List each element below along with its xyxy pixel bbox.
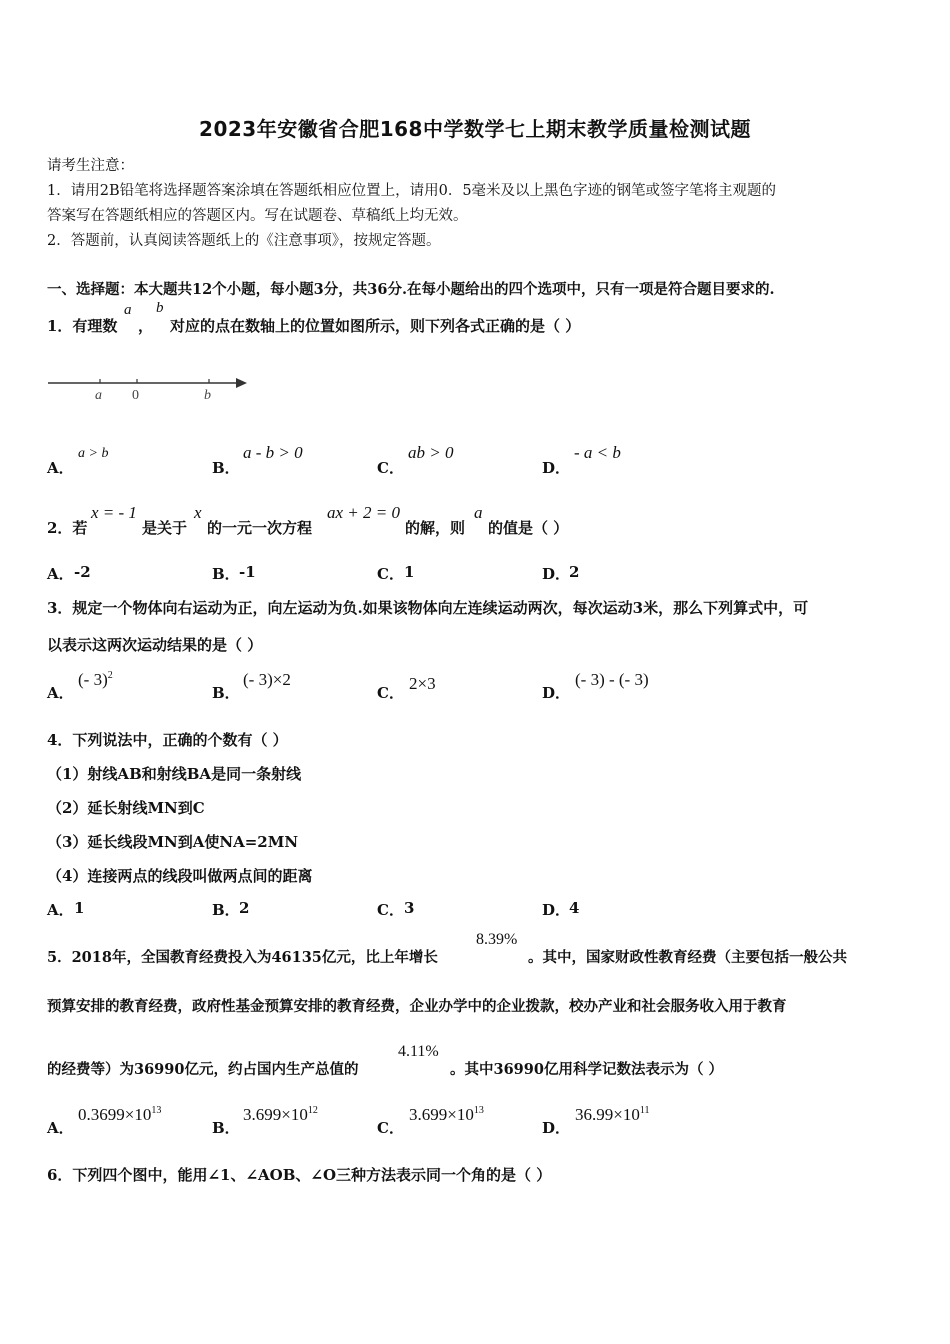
q1-var-b: b: [156, 300, 164, 316]
q4-option-d-label: D．: [542, 901, 571, 919]
q5-line-2: 预算安排的教育经费，政府性基金预算安排的教育经费，企业办学中的企业拨款，校办产业和社会服务收入用于教育: [47, 998, 787, 1015]
q2-math-2: x: [194, 503, 202, 522]
q3-option-a-exponent: 2: [107, 670, 113, 681]
axis-label-b: b: [204, 388, 211, 403]
notice-heading: 请考生注意：: [47, 158, 134, 174]
q2-option-c-value: 1: [404, 563, 415, 581]
q4-option-b-label: B．: [212, 901, 240, 919]
q5-option-d-expr: [575, 1105, 649, 1125]
q2-math-1: x = - 1: [91, 503, 137, 522]
q2-math-4: a: [474, 503, 483, 522]
q1-option-c-expr: ab > 0: [408, 443, 454, 462]
q1-option-d-expr: - a < b: [574, 443, 621, 462]
q5-option-a-exponent: 13: [151, 1105, 162, 1116]
q4-item-3: （3）延长线段MN到A使NA=2MN: [47, 833, 299, 851]
q3-option-a-label: A．: [47, 684, 74, 702]
q4-item-1: （1）射线AB和射线BA是同一条射线: [47, 765, 302, 783]
q1-option-d-label: D．: [542, 459, 571, 477]
q3-option-d-expr: (- 3) - (- 3): [575, 670, 649, 689]
axis-label-a: a: [95, 388, 102, 403]
q5-option-c-expr: [409, 1105, 484, 1125]
q1-text-end: 对应的点在数轴上的位置如图所示，则下列各式正确的是（ ）: [170, 317, 581, 335]
q3-line-2: 以表示这两次运动结果的是（ ）: [47, 636, 263, 654]
q5-line-3-start: 的经费等）为36990亿元，约占国内生产总值的: [47, 1061, 359, 1078]
q2-option-a-label: A．: [47, 565, 74, 583]
q2-option-d-value: 2: [569, 563, 580, 581]
q2-option-a-value: -2: [74, 563, 91, 581]
q3-option-c-expr: 2×3: [409, 674, 436, 693]
q5-option-c-label: C．: [377, 1119, 404, 1137]
q5-option-d-exponent: 11: [639, 1105, 650, 1116]
q5-line-1-end: 。其中，国家财政性教育经费（主要包括一般公共: [528, 949, 847, 966]
q5-line-1-start: 5．2018年，全国教育经费投入为46135亿元，比上年增长: [47, 949, 438, 966]
q3-option-d-label: D．: [542, 684, 571, 702]
q5-option-d-mantissa: 36.99×10: [575, 1105, 640, 1124]
q4-option-c-label: C．: [377, 901, 404, 919]
q4-stem: 4．下列说法中，正确的个数有（ ）: [47, 731, 288, 749]
q3-option-b-label: B．: [212, 684, 240, 702]
axis-label-0: 0: [132, 388, 139, 403]
q3-option-a-base: (- 3): [78, 670, 108, 689]
q2-option-b-label: B．: [212, 565, 240, 583]
q5-option-a-expr: [78, 1105, 161, 1125]
q5-option-b-mantissa: 3.699×10: [243, 1105, 308, 1124]
q6-stem: 6．下列四个图中，能用∠1、∠AOB、∠O三种方法表示同一个角的是（ ）: [47, 1166, 552, 1184]
q5-line-3-end: 。其中36990亿用科学记数法表示为（ ）: [450, 1061, 723, 1078]
q5-option-a-mantissa: 0.3699×10: [78, 1105, 152, 1124]
q2-option-d-label: D．: [542, 565, 571, 583]
q2-math-3: ax + 2 = 0: [327, 503, 400, 522]
q1-option-a-label: A．: [47, 459, 74, 477]
q5-option-b-expr: [243, 1105, 318, 1125]
q5-percent-1: 8.39%: [476, 931, 518, 948]
q5-percent-2: 4.11%: [398, 1043, 439, 1060]
notice-line-3: 2．答题前，认真阅读答题纸上的《注意事项》，按规定答题。: [47, 233, 441, 249]
q4-option-c-value: 3: [404, 899, 415, 917]
notice-line-1: 1．请用2B铅笔将选择题答案涂填在答题纸相应位置上，请用0．5毫米及以上黑色字迹的钢笔或签字笔将主观题的: [47, 183, 777, 199]
q5-option-d-label: D．: [542, 1119, 571, 1137]
q3-option-b-expr: (- 3)×2: [243, 670, 291, 689]
section-heading: 一、选择题：本大题共12个小题，每小题3分，共36分.在每小题给出的四个选项中，只有一项是符合题目要求的.: [47, 281, 775, 298]
q5-option-b-label: B．: [212, 1119, 240, 1137]
q4-item-4: （4）连接两点的线段叫做两点间的距离: [47, 867, 313, 885]
q2-option-c-label: C．: [377, 565, 404, 583]
q2-text-2: 是关于: [142, 519, 188, 537]
q4-option-a-label: A．: [47, 901, 74, 919]
q3-option-a-expr: [78, 670, 113, 690]
q5-option-c-exponent: 13: [473, 1105, 484, 1116]
q3-line-1: 3．规定一个物体向右运动为正，向左运动为负.如果该物体向左连续运动两次，每次运动3米，那么下列算式中，可: [47, 599, 809, 617]
q2-text-5: 的值是（ ）: [488, 519, 569, 537]
q1-option-c-label: C．: [377, 459, 404, 477]
q1-comma: ，: [138, 317, 154, 335]
q4-item-2: （2）延长射线MN到C: [47, 799, 205, 817]
q3-option-c-label: C．: [377, 684, 404, 702]
q5-option-c-mantissa: 3.699×10: [409, 1105, 474, 1124]
q1-var-a: a: [124, 302, 132, 318]
q1-option-b-expr: a - b > 0: [243, 443, 303, 462]
q5-option-b-exponent: 12: [307, 1105, 318, 1116]
q2-text-4: 的解，则: [405, 519, 466, 537]
q4-option-d-value: 4: [569, 899, 580, 917]
number-line-figure: [45, 370, 255, 406]
q2-text-1: 2．若: [47, 519, 88, 537]
q4-option-a-value: 1: [74, 899, 85, 917]
notice-line-2: 答案写在答题纸相应的答题区内。写在试题卷、草稿纸上均无效。: [47, 208, 468, 224]
q1-option-b-label: B．: [212, 459, 240, 477]
q4-option-b-value: 2: [239, 899, 250, 917]
number-line-arrow-icon: [236, 378, 247, 388]
q1-text-start: 1．有理数: [47, 317, 118, 335]
q2-option-b-value: -1: [239, 563, 256, 581]
q1-option-a-expr: a > b: [78, 446, 109, 461]
q2-text-3: 的一元一次方程: [207, 519, 313, 537]
page-title: 2023年安徽省合肥168中学数学七上期末教学质量检测试题: [199, 117, 751, 141]
q5-option-a-label: A．: [47, 1119, 74, 1137]
